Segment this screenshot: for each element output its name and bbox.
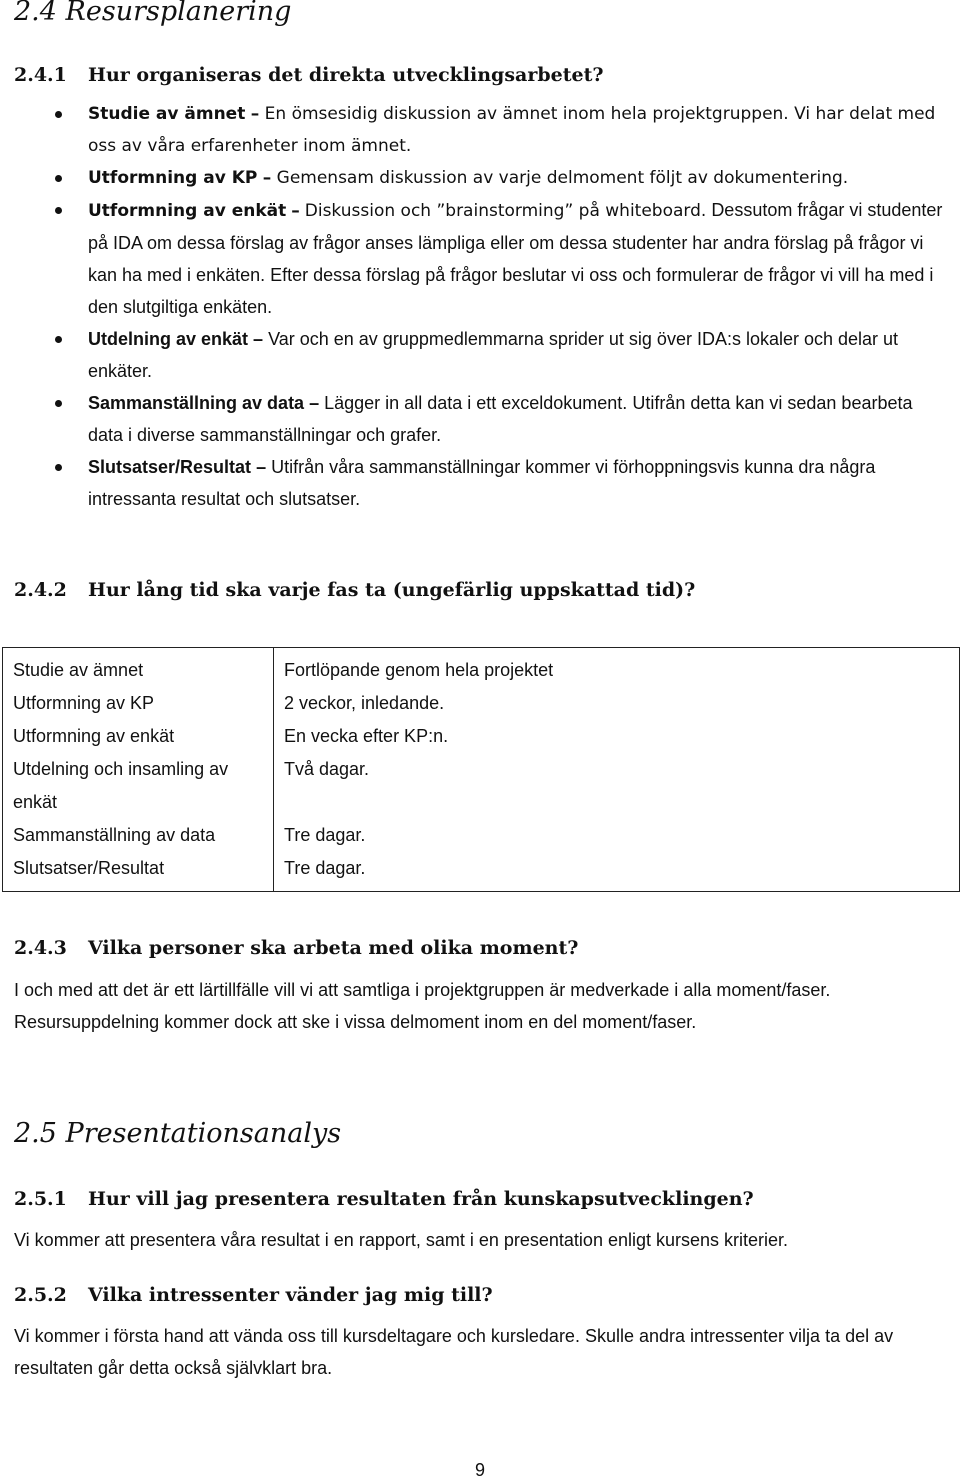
subsection-title: Vilka personer ska arbeta med olika moment? bbox=[88, 937, 579, 959]
item-term: Utformning av enkät bbox=[88, 201, 287, 221]
list-item bbox=[0, 162, 960, 194]
item-dash: – bbox=[250, 104, 260, 124]
item-text: Utifrån våra sammanställningar kommer vi förhoppningsvis kunna dra några intressanta resultat och slutsatser. bbox=[88, 457, 876, 509]
subsection-number: 2.4.3 bbox=[14, 937, 67, 959]
item-text: Diskussion och ”brainstorming” på whiteboard. bbox=[304, 201, 707, 221]
phase-cell: Slutsatser/Resultat bbox=[13, 858, 165, 878]
item-dash: – bbox=[256, 457, 267, 477]
subsection-heading-2-4-2 bbox=[14, 579, 695, 601]
subsection-title: Hur organiseras det direkta utvecklingsarbetet? bbox=[88, 64, 604, 86]
bullet-icon bbox=[55, 336, 62, 343]
list-item bbox=[0, 451, 960, 515]
bullet-icon bbox=[55, 400, 62, 407]
bullet-icon bbox=[55, 207, 62, 214]
item-text: En ömsesidig diskussion av ämnet inom hela projektgruppen. Vi har delat med oss av våra erfarenheter inom ämnet. bbox=[88, 104, 936, 156]
item-term: Sammanställning av data bbox=[88, 393, 305, 413]
time-cell: Tre dagar. bbox=[284, 825, 366, 845]
item-dash: – bbox=[262, 168, 272, 188]
subsection-number: 2.4.1 bbox=[14, 64, 67, 86]
item-text: Var och en av gruppmedlemmarna sprider ut sig över IDA:s lokaler och delar ut enkäter. bbox=[88, 329, 899, 381]
time-column bbox=[274, 648, 960, 892]
bullet-icon bbox=[55, 111, 62, 118]
item-text: Lägger in all data i ett exceldokument. Utifrån detta kan vi sedan bearbeta data i diverse sammanställningar och grafer. bbox=[88, 393, 913, 445]
subsection-number: 2.4.2 bbox=[14, 579, 67, 601]
subsection-title: Hur vill jag presentera resultaten från kunskapsutvecklingen? bbox=[88, 1188, 754, 1210]
list-item bbox=[0, 98, 960, 162]
bullet-icon bbox=[55, 464, 62, 471]
time-cell: Två dagar. bbox=[284, 759, 370, 779]
item-text: Gemensam diskussion av varje delmoment följt av dokumentering. bbox=[276, 168, 849, 188]
subsection-heading-2-5-2 bbox=[14, 1284, 493, 1306]
subsection-heading-2-4-1 bbox=[14, 64, 604, 86]
phase-cell: Sammanställning av data bbox=[13, 825, 216, 845]
section-heading-2-4 bbox=[14, 0, 291, 27]
item-term: Utformning av KP bbox=[88, 168, 258, 188]
item-text-continued: Dessutom frågar vi studenter på IDA om dessa förslag av frågor anses lämpliga eller om dessa studenter har andra förslag på frågor vi kan ha med i enkäten. Efter dessa förslag på frågor beslutar vi oss och formulerar de frågor vi vill ha med i den slutgiltiga enkäten. bbox=[88, 200, 943, 317]
subsection-number: 2.5.1 bbox=[14, 1188, 67, 1210]
section-title: Resursplanering bbox=[65, 0, 292, 27]
table-row bbox=[3, 648, 960, 892]
section-number: 2.5 bbox=[14, 1118, 57, 1149]
page-number: 9 bbox=[474, 1460, 485, 1480]
phase-time-table bbox=[2, 647, 960, 892]
phase-cell: Utformning av KP bbox=[13, 693, 155, 713]
paragraph-2-4-3: I och med att det är ett lärtillfälle vill vi att samtliga i projektgruppen är medverkade i alla moment/faser. Resursuppdelning kommer dock att ske i vissa delmoment inom en del moment/faser. bbox=[14, 980, 831, 1032]
list-item bbox=[0, 194, 960, 323]
time-cell: Fortlöpande genom hela projektet bbox=[284, 660, 554, 680]
list-item bbox=[0, 323, 960, 387]
phase-column bbox=[3, 648, 274, 892]
time-cell: En vecka efter KP:n. bbox=[284, 726, 449, 746]
paragraph-2-5-2: Vi kommer i första hand att vända oss till kursdeltagare och kursledare. Skulle andra intressenter vilja ta del av resultaten går detta också självklart bra. bbox=[14, 1326, 894, 1378]
paragraph-2-5-1: Vi kommer att presentera våra resultat i en rapport, samt i en presentation enligt kursens kriterier. bbox=[14, 1230, 789, 1250]
subsection-title: Vilka intressenter vänder jag mig till? bbox=[88, 1284, 493, 1306]
list-item bbox=[0, 387, 960, 451]
time-cell: Tre dagar. bbox=[284, 858, 366, 878]
subsection-number: 2.5.2 bbox=[14, 1284, 67, 1306]
section-number: 2.4 bbox=[14, 0, 57, 27]
phase-cell: Utformning av enkät bbox=[13, 726, 175, 746]
phase-cell: Utdelning och insamling av enkät bbox=[13, 759, 229, 812]
item-term: Utdelning av enkät bbox=[88, 329, 249, 349]
item-dash: – bbox=[253, 329, 264, 349]
item-dash: – bbox=[291, 201, 300, 221]
item-term: Studie av ämnet bbox=[88, 104, 246, 124]
item-term: Slutsatser/Resultat bbox=[88, 457, 252, 477]
subsection-heading-2-4-3 bbox=[14, 937, 578, 959]
time-cell: 2 veckor, inledande. bbox=[284, 693, 445, 713]
phase-cell: Studie av ämnet bbox=[13, 660, 144, 680]
subsection-title: Hur lång tid ska varje fas ta (ungefärlig uppskattad tid)? bbox=[88, 579, 696, 601]
subsection-heading-2-5-1 bbox=[14, 1188, 754, 1210]
workflow-bullet-list bbox=[0, 98, 960, 515]
item-dash: – bbox=[309, 393, 320, 413]
section-heading-2-5 bbox=[14, 1118, 341, 1149]
section-title: Presentationsanalys bbox=[65, 1118, 342, 1149]
bullet-icon bbox=[55, 175, 62, 182]
